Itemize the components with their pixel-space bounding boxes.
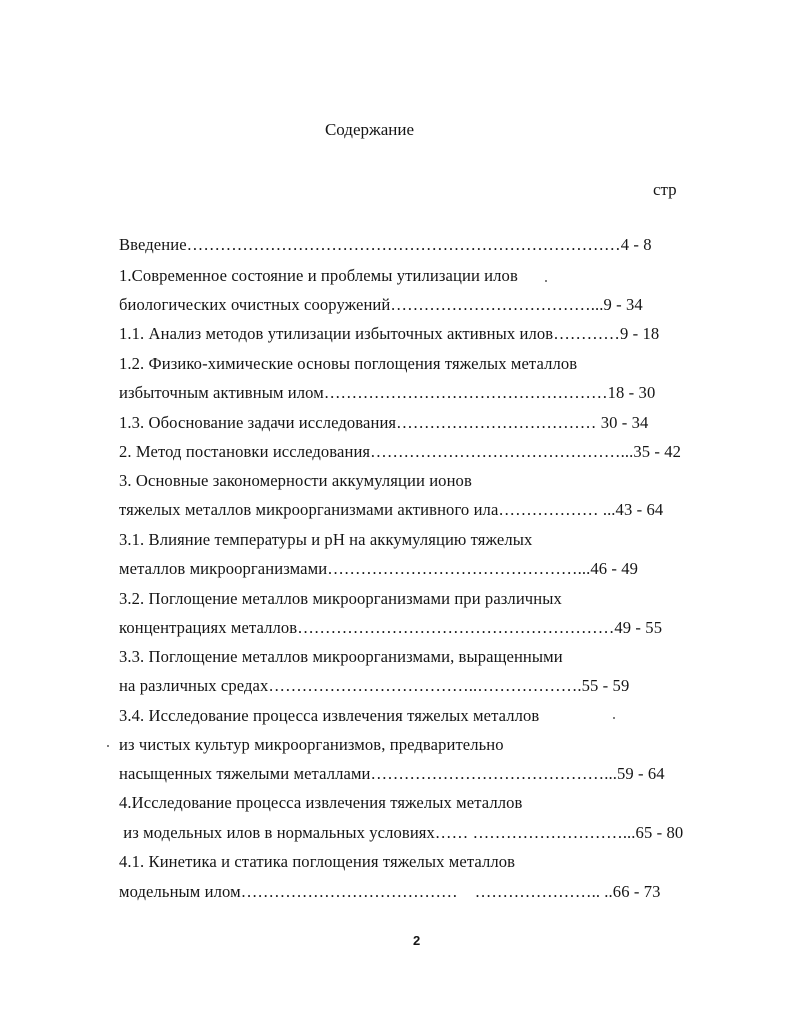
toc-line-section-3-3-title: 3.3. Поглощение металлов микроорганизмами, выращенными (119, 647, 563, 666)
toc-line-section-3-4-title: 3.4. Исследование процесса извлечения тяжелых металлов (119, 706, 540, 725)
toc-line-chapter-4-cont: из модельных илов в нормальных условиях…… ………………………...65 - 80 (119, 823, 684, 842)
toc-line-chapter-3-title: 3. Основные закономерности аккумуляции ионов (119, 471, 472, 490)
toc-line-chapter-2: 2. Метод постановки исследования………………………………………...35 - 42 (119, 442, 682, 461)
toc-line-section-3-2-title: 3.2. Поглощение металлов микроорганизмами при различных (119, 589, 562, 608)
toc-line-section-3-4-cont-1: из чистых культур микроорганизмов, предварительно (119, 735, 504, 754)
toc-line-section-1-3: 1.3. Обоснование задачи исследования……………………………… 30 - 34 (119, 413, 649, 432)
toc-line-section-4-1-title: 4.1. Кинетика и статика поглощения тяжелых металлов (119, 852, 516, 871)
toc-line-section-3-1-cont: металлов микроорганизмами………………………………………...46 - 49 (119, 559, 639, 578)
toc-line-chapter-3-cont: тяжелых металлов микроорганизмами активного ила……………… ...43 - 64 (119, 500, 664, 519)
toc-line-section-3-1-title: 3.1. Влияние температуры и pH на аккумуляцию тяжелых (119, 530, 533, 549)
page-number: 2 (413, 933, 421, 948)
toc-line-chapter-1-cont: биологических очистных сооружений………………………………...9 - 34 (119, 295, 643, 314)
toc-line-chapter-4-title: 4.Исследование процесса извлечения тяжелых металлов (119, 793, 523, 812)
scan-speck (545, 280, 547, 282)
toc-line-section-1-2-title: 1.2. Физико-химические основы поглощения тяжелых металлов (119, 354, 578, 373)
toc-line-section-1-1: 1.1. Анализ методов утилизации избыточных активных илов…………9 - 18 (119, 324, 660, 343)
toc-line-introduction: Введение……………………………………………………………………4 - 8 (119, 235, 652, 254)
scan-speck (107, 745, 109, 747)
toc-line-section-3-2-cont: концентрациях металлов…………………………………………………49 - 55 (119, 618, 663, 637)
toc-line-section-1-2-cont: избыточным активным илом……………………………………………18 - 30 (119, 383, 656, 402)
toc-line-section-4-1-cont: модельным илом………………………………… ………………….. ..66 - 73 (119, 882, 661, 901)
scan-speck (613, 717, 615, 719)
page-title: Содержание (324, 120, 415, 139)
toc-line-section-3-4-cont-2: насыщенных тяжелыми металлами……………………………………...59 - 64 (119, 764, 665, 783)
toc-line-chapter-1-title: 1.Современное состояние и проблемы утилизации илов (119, 266, 518, 285)
page-column-label: стр (653, 180, 677, 199)
toc-line-section-3-3-cont: на различных средах………………………………..……………….55 - 59 (119, 676, 630, 695)
